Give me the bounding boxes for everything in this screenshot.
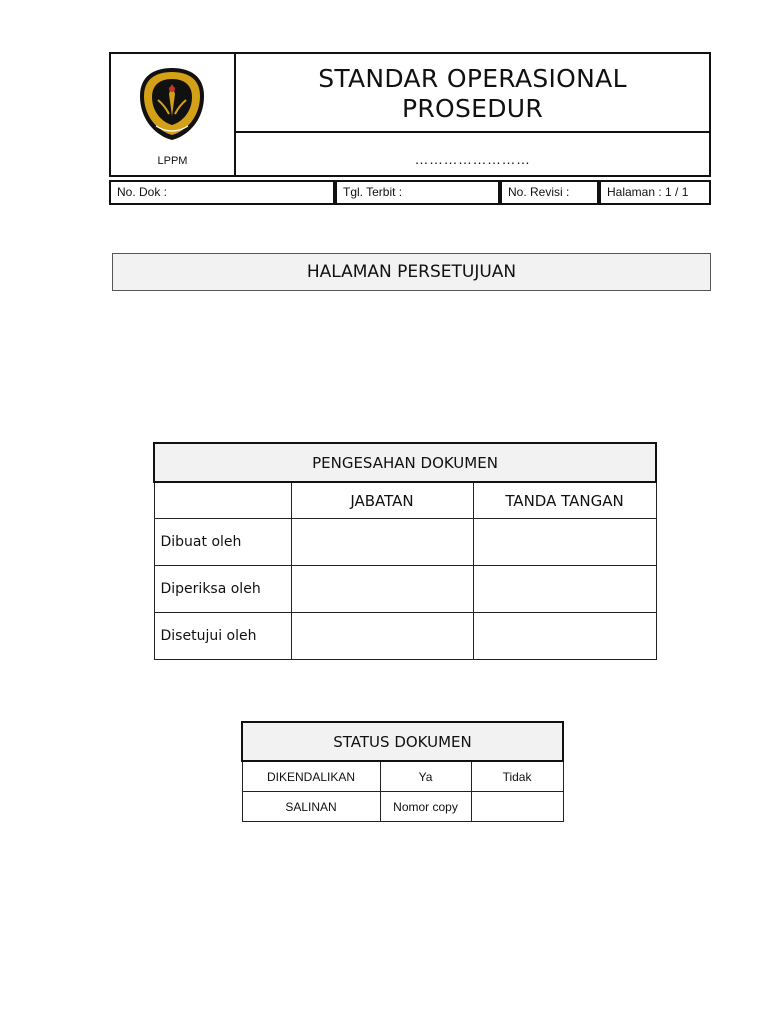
tanda-tangan-cell	[473, 613, 656, 660]
halaman-field	[599, 180, 711, 205]
page-heading: HALAMAN PERSETUJUAN	[112, 253, 711, 291]
status-title: STATUS DOKUMEN	[242, 722, 563, 761]
status-header-row	[242, 722, 563, 761]
status-cell: Ya	[380, 761, 471, 792]
table-row	[154, 566, 656, 613]
status-cell	[471, 792, 563, 822]
status-cell: DIKENDALIKAN	[242, 761, 380, 792]
document-info-row	[109, 180, 711, 205]
status-cell: Nomor copy	[380, 792, 471, 822]
table-row	[242, 761, 563, 792]
no-dok-field: No. Dok :	[109, 180, 335, 205]
sop-header	[109, 52, 711, 177]
pengesahan-column-row	[154, 482, 656, 519]
column-header-tanda-tangan: TANDA TANGAN	[473, 482, 656, 519]
table-row	[154, 613, 656, 660]
jabatan-cell	[291, 613, 473, 660]
table-row	[242, 792, 563, 822]
status-cell: Tidak	[471, 761, 563, 792]
pengesahan-table	[153, 442, 657, 660]
logo-cell	[111, 54, 236, 175]
university-logo	[138, 66, 206, 142]
tanda-tangan-cell	[473, 566, 656, 613]
no-revisi-field: No. Revisi :	[500, 180, 599, 205]
table-row	[154, 519, 656, 566]
tanda-tangan-cell	[473, 519, 656, 566]
title-line-1: STANDAR OPERASIONAL	[318, 64, 627, 93]
pengesahan-title: PENGESAHAN DOKUMEN	[154, 443, 656, 482]
row-label: Diperiksa oleh	[154, 566, 291, 613]
row-label: Disetujui oleh	[154, 613, 291, 660]
sop-title	[236, 54, 709, 133]
title-line-2: PROSEDUR	[401, 94, 544, 123]
jabatan-cell	[291, 519, 473, 566]
status-table	[241, 721, 564, 822]
halaman-label: Halaman :	[607, 185, 662, 199]
column-header-jabatan: JABATAN	[291, 482, 473, 519]
status-cell: SALINAN	[242, 792, 380, 822]
sop-subtitle: ……………………	[414, 151, 531, 167]
jabatan-cell	[291, 566, 473, 613]
org-label: LPPM	[157, 155, 188, 167]
pengesahan-header-row	[154, 443, 656, 482]
halaman-value: 1 / 1	[665, 185, 689, 199]
column-header-empty	[154, 482, 291, 519]
row-label: Dibuat oleh	[154, 519, 291, 566]
tgl-terbit-field: Tgl. Terbit :	[335, 180, 500, 205]
